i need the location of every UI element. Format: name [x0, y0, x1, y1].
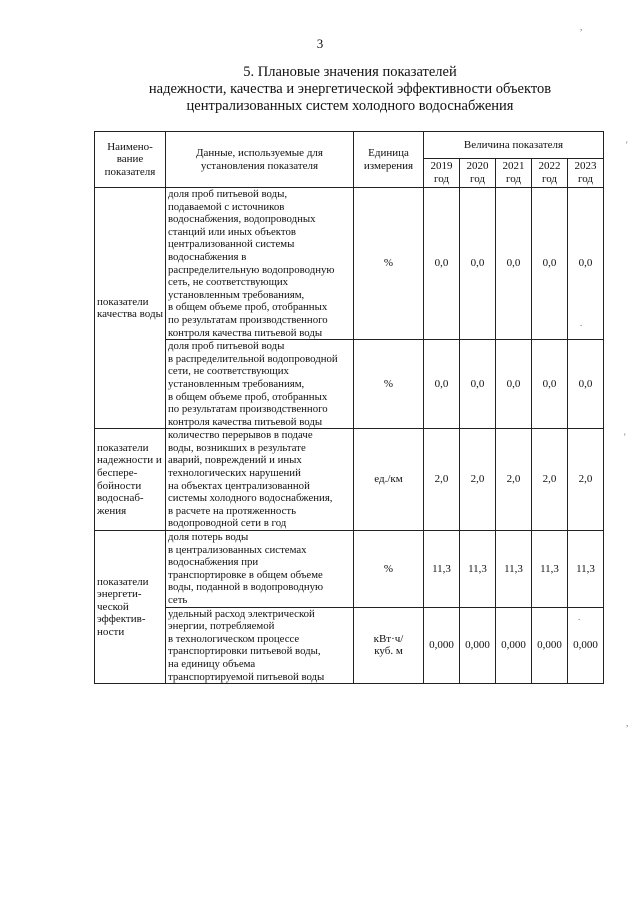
value-cell: 11,3 — [568, 531, 604, 608]
scan-speck: . — [578, 612, 581, 622]
header-row-1 — [95, 132, 604, 159]
value-cell: 11,3 — [532, 531, 568, 608]
value-cell: 0,000 — [496, 607, 532, 684]
indicator-unit: % — [354, 531, 424, 608]
scan-speck: , — [626, 718, 629, 728]
value-cell: 0,000 — [460, 607, 496, 684]
header-indicator-value: Величина показателя — [424, 132, 604, 159]
table-row — [95, 429, 604, 531]
scan-speck: ' — [624, 432, 626, 442]
header-year: 2022 год — [532, 159, 568, 188]
page-number: 3 — [316, 36, 324, 51]
header-year: 2019 год — [424, 159, 460, 188]
indicator-data-text: доля проб питьевой воды в распределительной водопроводной сети, не соответствующих установленным требованиям, в общем объеме проб, отобранных по результатам производственного контроля качества питьевой воды — [166, 340, 354, 429]
header-year: 2021 год — [496, 159, 532, 188]
value-cell: 11,3 — [496, 531, 532, 608]
value-cell: 11,3 — [424, 531, 460, 608]
table-row — [95, 607, 604, 684]
category-water-quality: показатели качества воды — [95, 188, 166, 429]
value-cell: 0,0 — [460, 340, 496, 429]
header-year: 2023 год — [568, 159, 604, 188]
value-cell: 11,3 — [460, 531, 496, 608]
value-cell: 0,0 — [532, 340, 568, 429]
value-cell: 0,0 — [568, 340, 604, 429]
value-cell: 0,000 — [532, 607, 568, 684]
indicator-unit: ед./км — [354, 429, 424, 531]
value-cell: 0,0 — [532, 188, 568, 340]
header-unit: Единица измерения — [354, 132, 424, 188]
scan-speck: . — [580, 318, 583, 328]
value-cell: 0,0 — [460, 188, 496, 340]
table-row — [95, 340, 604, 429]
header-year: 2020 год — [460, 159, 496, 188]
table-row — [95, 531, 604, 608]
scan-speck: , — [580, 22, 583, 32]
value-cell: 0,000 — [424, 607, 460, 684]
value-cell: 2,0 — [460, 429, 496, 531]
page-title — [100, 64, 600, 115]
title-line-3: централизованных систем холодного водоснабжения — [186, 98, 514, 114]
indicator-unit: % — [354, 188, 424, 340]
indicator-data-text: доля проб питьевой воды, подаваемой с источников водоснабжения, водопроводных станций или иных объектов централизованной системы водоснабжения в распределительную водопроводную сеть, не соответствующих установленным требованиям, в общем объеме проб, отобранных по результатам производственного контроля качества питьевой воды — [166, 188, 354, 340]
indicator-data-text: количество перерывов в подаче воды, возникших в результате аварий, повреждений и иных технологических нарушений на объектах централизованной системы холодного водоснабжения, в расчете на протяженность водопроводной сети в год — [166, 429, 354, 531]
title-line-2: надежности, качества и энергетической эффективности объектов — [148, 81, 552, 97]
value-cell: 2,0 — [568, 429, 604, 531]
value-cell: 2,0 — [424, 429, 460, 531]
indicator-data-text: доля потерь воды в централизованных системах водоснабжения при транспортировке в общем объеме воды, поданной в водопроводную сеть — [166, 531, 354, 608]
value-cell: 0,0 — [424, 188, 460, 340]
value-cell: 2,0 — [496, 429, 532, 531]
value-cell: 0,000 — [568, 607, 604, 684]
header-data-used: Данные, используемые для установления показателя — [166, 132, 354, 188]
indicators-table — [94, 131, 604, 684]
table-row — [95, 188, 604, 340]
value-cell: 0,0 — [424, 340, 460, 429]
value-cell: 2,0 — [532, 429, 568, 531]
indicator-unit: кВт·ч/ куб. м — [354, 607, 424, 684]
title-line-1: 5. Плановые значения показателей — [243, 64, 457, 80]
category-reliability: показатели надежности и беспере-бойности водоснаб-жения — [95, 429, 166, 531]
indicator-unit: % — [354, 340, 424, 429]
indicator-data-text: удельный расход электрической энергии, потребляемой в технологическом процессе транспортировки питьевой воды, на единицу объема транспортируемой питьевой воды — [166, 607, 354, 684]
scan-speck: ' — [626, 140, 628, 150]
header-indicator-name: Наимено-вание показателя — [95, 132, 166, 188]
value-cell: 0,0 — [496, 340, 532, 429]
category-energy-efficiency: показатели энергети-ческой эффектив-ности — [95, 531, 166, 684]
value-cell: 0,0 — [568, 188, 604, 340]
value-cell: 0,0 — [496, 188, 532, 340]
